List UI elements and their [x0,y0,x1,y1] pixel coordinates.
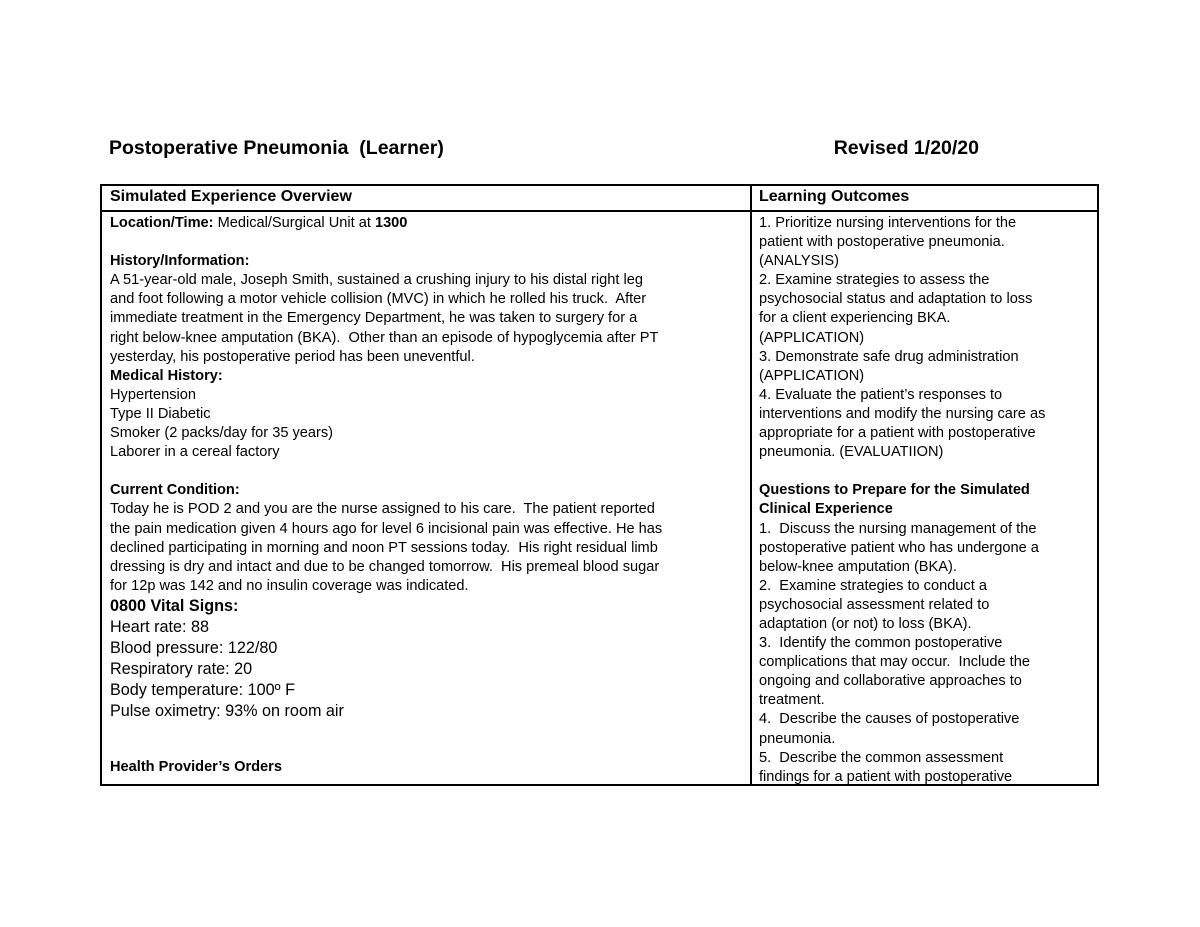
medical-history-heading: Medical History: [110,367,223,384]
outcome-line: 3. Demonstrate safe drug administration [759,348,1019,365]
condition-line: for 12p was 142 and no insulin coverage was indicated. [110,577,469,594]
outcome-line: for a client experiencing BKA. [759,310,951,327]
document-title: Postoperative Pneumonia (Learner) [109,137,444,159]
history-heading: History/Information: [110,253,250,270]
vital-sign: Blood pressure: 122/80 [110,638,278,657]
medical-history-item: Laborer in a cereal factory [110,444,280,461]
page-header [109,137,979,163]
history-line: immediate treatment in the Emergency Department, he was taken to surgery for a [110,310,638,327]
questions-heading: Questions to Prepare for the Simulated [759,482,1030,499]
history-line: and foot following a motor vehicle collision (MVC) in which he rolled his truck. After [110,291,647,308]
location-line [110,214,744,233]
history-line: yesterday, his postoperative period has been uneventful. [110,348,475,365]
outcome-line: interventions and modify the nursing care as [759,405,1046,422]
condition-line: Today he is POD 2 and you are the nurse assigned to his care. The patient reported [110,501,655,518]
question-line: findings for a patient with postoperative [759,768,1013,784]
header-divider [102,210,1097,212]
condition-line: declined participating in morning and noon PT sessions today. His right residual limb [110,539,658,556]
overview-heading: Simulated Experience Overview [110,188,352,205]
vital-sign: Respiratory rate: 20 [110,659,253,678]
vital-sign: Heart rate: 88 [110,617,209,636]
question-line: treatment. [759,692,825,709]
medical-history-item: Type II Diabetic [110,405,211,422]
location-label: Location/Time: [110,215,214,231]
medical-history-item: Smoker (2 packs/day for 35 years) [110,425,334,442]
outcome-line: psychosocial status and adaptation to loss [759,291,1033,308]
outcomes-cell [759,214,1095,784]
revision-date: Revised 1/20/20 [833,137,979,159]
question-line: 2. Examine strategies to conduct a [759,577,987,594]
overview-cell [110,214,744,784]
condition-line: the pain medication given 4 hours ago for level 6 incisional pain was effective. He has [110,520,663,537]
outcome-line: appropriate for a patient with postoperative [759,425,1036,442]
vital-sign: Body temperature: 100º F [110,680,295,699]
outcome-line: 4. Evaluate the patient’s responses to [759,386,1003,403]
current-condition-heading: Current Condition: [110,482,240,499]
vital-sign: Pulse oximetry: 93% on room air [110,701,344,720]
column-divider [750,186,752,784]
question-line: postoperative patient who has undergone a [759,539,1039,556]
medical-history-item: Hypertension [110,386,196,403]
history-line: A 51-year-old male, Joseph Smith, sustained a crushing injury to his distal right leg [110,272,643,289]
outcome-line: (APPLICATION) [759,367,865,384]
outcome-line: (APPLICATION) [759,329,865,346]
question-line: 4. Describe the causes of postoperative [759,711,1020,728]
question-line: complications that may occur. Include the [759,654,1030,671]
question-line: adaptation (or not) to loss (BKA). [759,615,972,632]
question-line: below-knee amputation (BKA). [759,558,957,575]
question-line: pneumonia. [759,730,836,747]
question-line: 1. Discuss the nursing management of the [759,520,1037,537]
location-time: 1300 [374,215,408,231]
outcome-line: 2. Examine strategies to assess the [759,272,990,289]
orders-heading: Health Provider’s Orders [110,758,282,775]
outcomes-heading: Learning Outcomes [759,188,910,205]
location-text: Medical/Surgical Unit at [213,215,375,231]
question-line: 3. Identify the common postoperative [759,635,1003,652]
question-line: 5. Describe the common assessment [759,749,1004,766]
question-line: psychosocial assessment related to [759,596,990,613]
questions-heading: Clinical Experience [759,501,893,518]
outcome-line: patient with postoperative pneumonia. [759,234,1005,251]
question-line: ongoing and collaborative approaches to [759,673,1022,690]
outcome-line: (ANALYSIS) [759,253,840,270]
condition-line: dressing is dry and intact and due to be changed tomorrow. His premeal blood sugar [110,558,660,575]
outcome-line: pneumonia. (EVALUATIION) [759,444,944,461]
outcome-line: 1. Prioritize nursing interventions for the [759,215,1017,231]
vital-signs-heading: 0800 Vital Signs: [110,596,239,615]
history-line: right below-knee amputation (BKA). Other than an episode of hypoglycemia after PT [110,329,659,346]
scenario-table [100,184,1099,786]
